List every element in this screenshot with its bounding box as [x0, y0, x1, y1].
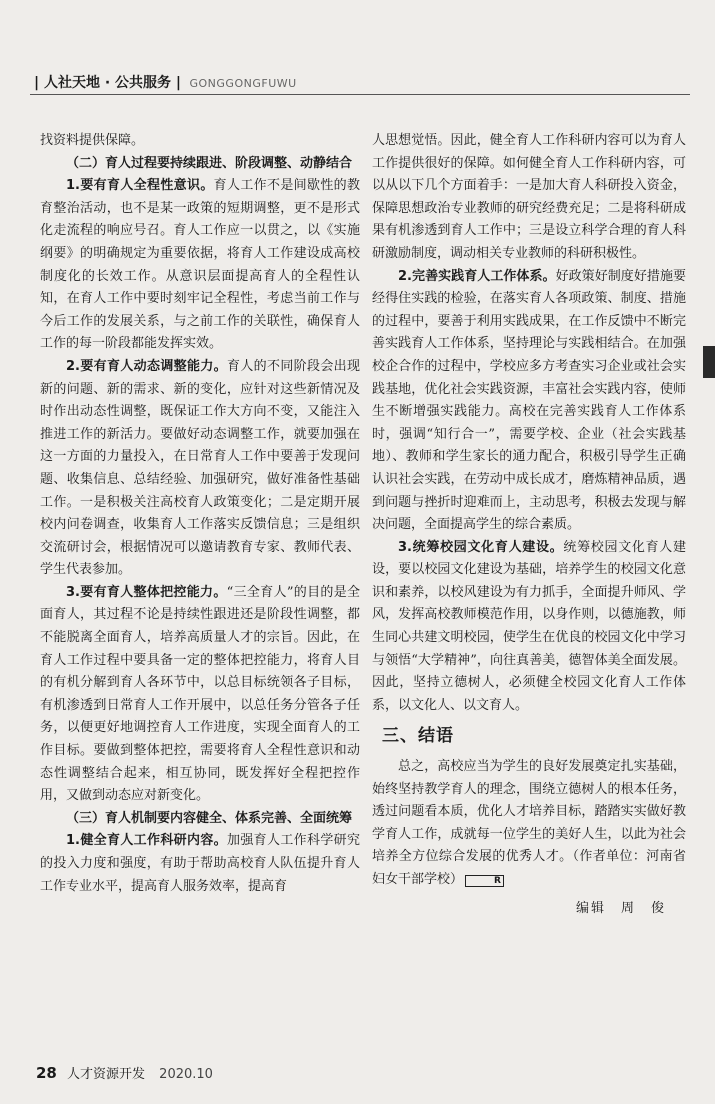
header-pinyin: GONGGONGFUWU: [189, 77, 297, 90]
right-column: [372, 130, 686, 920]
paragraph: 找资料提供保障。: [40, 133, 145, 148]
header-rule: [30, 94, 690, 95]
lead-in: 1.要有育人全程性意识。: [66, 178, 214, 194]
section-heading: 三、结语: [382, 726, 454, 747]
paragraph: [372, 537, 686, 718]
paragraph: [40, 175, 360, 356]
paragraph: [372, 266, 686, 537]
conclusion-paragraph: [372, 756, 686, 892]
lead-in: 2.完善实践育人工作体系。: [398, 268, 556, 284]
paragraph-text: 育人工作不是间歇性的教育整治活动，也不是某一政策的短期调整，更不是形式化走流程的响应号召。育人工作应一以贯之，以《实施纲要》的明确规定为重要依据，将育人工作建设成高校制度化的长效工作。从意识层面提高育人的全程性认知，在育人工作中要时刻牢记全程性，考虑当前工作与今后工作的发展关系，与之前工作的关联性，确保育人工作的每一阶段都能发挥实效。: [40, 178, 360, 352]
header-title: | 人社天地 · 公共服务 |: [34, 75, 182, 91]
subheading: （三）育人机制要内容健全、体系完善、全面统筹: [66, 810, 353, 826]
paragraph: [40, 582, 360, 808]
running-header: [34, 72, 297, 92]
paragraph-text: 总之，高校应当为学生的良好发展奠定扎实基础，始终坚持教学育人的理念，围绕立德树人的根本任务，透过问题看本质，优化人才培养目标，踏踏实实做好教学育人工作，成就每一位学生的美好人生，以此为社会培养全方位综合发展的优秀人才。: [372, 759, 686, 865]
journal-name: 人才资源开发: [67, 1067, 146, 1082]
page-footer: [36, 1063, 213, 1082]
lead-in: 2.要有育人动态调整能力。: [66, 358, 227, 374]
lead-in: 1.健全育人工作科研内容。: [66, 833, 227, 849]
issue-date: 2020.10: [159, 1067, 213, 1082]
page-number: 28: [36, 1064, 57, 1082]
paragraph-text: 好政策好制度好措施要经得住实践的检验，在落实育人各项政策、制度、措施的过程中，要善于利用实践成果，在工作反馈中不断完善实践育人工作体系，坚持理论与实践相结合。在加强校企合作的过程中，学校应多方考查实习企业或社会实践基地，优化社会实践资源，丰富社会实践内容，使师生不断增强实践能力。高校在完善实践育人工作体系时，强调“知行合一”，需要学校、企业（社会实践基地）、教师和学生家长的通力配合，积极引导学生正确认识社会实践，在劳动中成长成才，磨炼精神品质，遇到问题与挫折时迎难而上，主动思考，积极去发现与解决问题，全面提高学生的综合素质。: [372, 268, 686, 533]
lead-in: 3.要有育人整体把控能力。: [66, 584, 227, 600]
editor-credit: 编辑 周 俊: [575, 900, 666, 916]
paragraph: [40, 356, 360, 582]
paragraph-text: 加强育人工作科学研究的投入力度和强度，有助于帮助高校育人队伍提升育人工作专业水平，提高育人服务效率，提高育: [40, 833, 360, 894]
paragraph-text: 育人的不同阶段会出现新的问题、新的需求、新的变化，应针对这些新情况及时作出动态性调整，既保证工作大方向不变，又能注入推进工作的新活力。要做好动态调整工作，就要加强在这一方面的力量投入，在日常育人工作中要善于发现问题、收集信息、总结经验、加强研究，做好准备性基础工作。一是积极关注高校育人政策变化；二是定期开展校内问卷调查，收集育人工作落实反馈信息；三是组织交流研讨会，根据情况可以邀请教育专家、教师代表、学生代表参加。: [40, 358, 360, 578]
lead-in: 3.统筹校园文化育人建设。: [398, 539, 564, 555]
paragraph: [40, 830, 360, 898]
end-mark-icon: R: [465, 875, 504, 887]
edge-tab-mark: [703, 346, 715, 378]
paragraph-text: “三全育人”的目的是全面育人，其过程不论是持续性跟进还是阶段性调整，都不能脱离全面育人，培养高质量人才的宗旨。因此，在育人工作过程中要具备一定的整体把控能力，将育人目的有机分解到育人各环节中，以总目标统领各子目标，有机渗透到日常育人工作开展中，以总任务分管各子任务，以便更好地调控育人工作进度，实现全面育人的工作目标。要做到整体把控，需要将育人全程性意识和动态性调整结合起来，相互协同，既发挥好全程把控作用，又做到动态应对新变化。: [40, 584, 361, 804]
paragraph-text: 统筹校园文化育人建设，要以校园文化建设为基础，培养学生的校园文化意识和素养，以校风建设为有力抓手，全面提升师风、学风，发挥高校教师模范作用，以身作则，以德施教，师生同心共建文明校园，使学生在优良的校园文化中学习与领悟“大学精神”，向往真善美，德智体美全面发展。因此，坚持立德树人，必须健全校园文化育人工作体系，以文化人、以文育人。: [372, 539, 686, 713]
subheading: （二）育人过程要持续跟进、阶段调整、动静结合: [66, 155, 353, 171]
left-column: [40, 130, 360, 898]
author-affiliation: （作者单位：河南省妇女干部学校）: [372, 849, 686, 887]
paragraph: 人思想觉悟。因此，健全育人工作科研内容可以为育人工作提供很好的保障。如何健全育人工作科研内容，可以从以下几个方面着手：一是加大育人科研投入资金，保障思想政治专业教师的研究经费充足；二是将科研成果有机渗透到育人工作中；三是设立科学合理的育人科研激励制度，调动相关专业教师的科研积极性。: [372, 133, 686, 261]
